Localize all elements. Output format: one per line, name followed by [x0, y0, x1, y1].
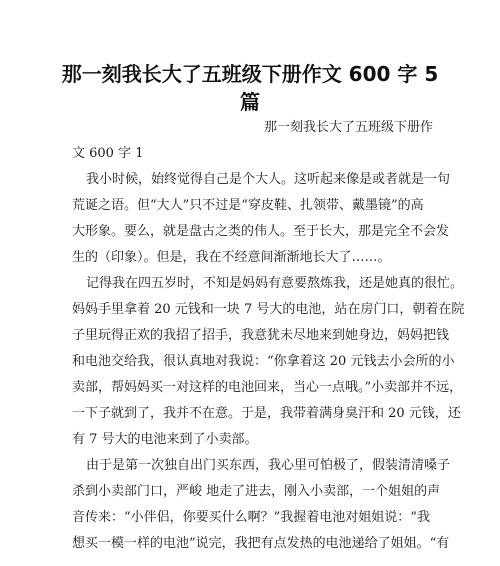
paragraph-line: 荒诞之语。但“大人”只不过是“穿皮鞋、扎领带、戴墨镜”的高 [72, 198, 424, 213]
paragraph-line: 我小时候，始终觉得自己是个大人。这听起来像是或者就是一句 [86, 172, 451, 187]
subtitle-line-1: 那一刻我长大了五班级下册作 [264, 120, 434, 135]
paragraph-line: 想买一模一样的电池”说完，我把有点发热的电池递给了姐姐。“有 [72, 536, 450, 551]
paragraph-line: 记得我在四五岁时，不知是妈妈有意要熬炼我，还是她真的很忙。 [86, 276, 464, 291]
subtitle-line-2: 文 600 字 1 [72, 146, 144, 161]
paragraph-line: 生的（印象）。但是，我在不经意间渐渐地长大了……。 [72, 250, 391, 265]
title-line-1: 那一刻我长大了五班级下册作文 600 字 5 [61, 62, 439, 86]
paragraph-line: 妈妈手里拿着 20 元钱和一块 7 号大的电池，站在房门口，朝着在院 [72, 302, 465, 317]
paragraph-line: 由于是第一次独自出门买东西，我心里可怕极了，假装清清嗓子 [86, 458, 451, 473]
paragraph-line: 和电池交给我，很认真地对我说：“你拿着这 20 元钱去小会所的小 [72, 354, 455, 369]
paragraph-line: 子里玩得正欢的我招了招手，我意犹未尽地来到她身边，妈妈把钱 [72, 328, 450, 343]
paragraph-line: 大形象。要么，就是盘古之类的伟人。至于长大，那是完全不会发 [72, 224, 450, 239]
title-line-2: 篇 [240, 90, 260, 114]
paragraph-line: 卖部，帮妈妈买一对这样的电池回来，当心一点哦。”小卖部并不远， [72, 380, 463, 395]
paragraph-line: 杀到小卖部门口，严峻 地走了进去，刚入小卖部，一个姐姐的声 [72, 484, 441, 499]
paragraph-line: 一下子就到了，我并不在意。于是，我带着满身臭汗和 20 元钱，还 [72, 406, 461, 421]
paragraph-line: 音传来：“小伴侣，你要买什么啊？”我握着电池对姐姐说：“我 [72, 510, 430, 525]
document-title [60, 60, 440, 116]
paragraph-line: 有 7 号大的电池来到了小卖部。 [72, 432, 258, 447]
